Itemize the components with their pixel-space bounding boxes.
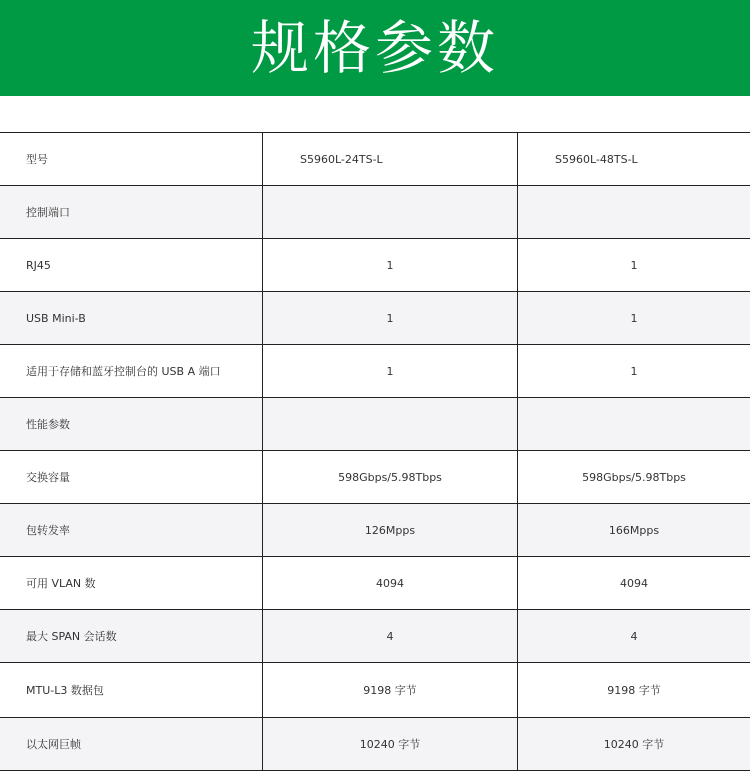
table-row	[0, 718, 750, 771]
row-value-24ts: 126Mpps	[262, 504, 517, 556]
row-value-48ts: 1	[517, 239, 750, 291]
row-label: RJ45	[26, 258, 51, 272]
row-value-48ts	[517, 186, 750, 238]
row-value-48ts: 10240 字节	[517, 718, 750, 770]
table-row	[0, 239, 750, 292]
table-row	[0, 292, 750, 345]
row-value-24ts: 1	[262, 239, 517, 291]
row-value-24ts	[262, 186, 517, 238]
row-value-48ts: 166Mpps	[517, 504, 750, 556]
row-label: USB Mini-B	[26, 311, 86, 325]
row-value-24ts: 1	[262, 292, 517, 344]
table-row	[0, 610, 750, 663]
row-label: MTU-L3 数据包	[26, 683, 104, 697]
model-label: 型号	[26, 152, 48, 166]
model-value-48ts: S5960L-48TS-L	[517, 133, 750, 185]
table-header-row	[0, 133, 750, 186]
row-value-48ts: 4	[517, 610, 750, 662]
row-value-48ts	[517, 398, 750, 450]
row-value-48ts: 1	[517, 345, 750, 397]
row-label: 可用 VLAN 数	[26, 576, 96, 590]
row-value-48ts: 9198 字节	[517, 663, 750, 717]
row-label: 适用于存储和蓝牙控制台的 USB A 端口	[26, 364, 221, 378]
spec-table	[0, 132, 750, 771]
row-label: 最大 SPAN 会话数	[26, 629, 117, 643]
table-row	[0, 451, 750, 504]
page-title: 规格参数	[250, 14, 499, 82]
row-value-48ts: 4094	[517, 557, 750, 609]
table-row	[0, 504, 750, 557]
row-value-24ts	[262, 398, 517, 450]
row-label: 包转发率	[26, 523, 70, 537]
row-label: 控制端口	[26, 205, 70, 219]
row-value-24ts: 4094	[262, 557, 517, 609]
row-value-24ts: 10240 字节	[262, 718, 517, 770]
row-label: 性能参数	[26, 417, 70, 431]
table-row	[0, 398, 750, 451]
row-label: 以太网巨帧	[26, 737, 81, 751]
model-value-24ts: S5960L-24TS-L	[262, 133, 517, 185]
table-row	[0, 663, 750, 718]
table-row	[0, 557, 750, 610]
row-value-24ts: 1	[262, 345, 517, 397]
row-label: 交换容量	[26, 470, 70, 484]
row-value-24ts: 9198 字节	[262, 663, 517, 717]
row-value-48ts: 1	[517, 292, 750, 344]
row-value-24ts: 4	[262, 610, 517, 662]
table-row	[0, 186, 750, 239]
row-value-48ts: 598Gbps/5.98Tbps	[517, 451, 750, 503]
row-value-24ts: 598Gbps/5.98Tbps	[262, 451, 517, 503]
table-row	[0, 345, 750, 398]
